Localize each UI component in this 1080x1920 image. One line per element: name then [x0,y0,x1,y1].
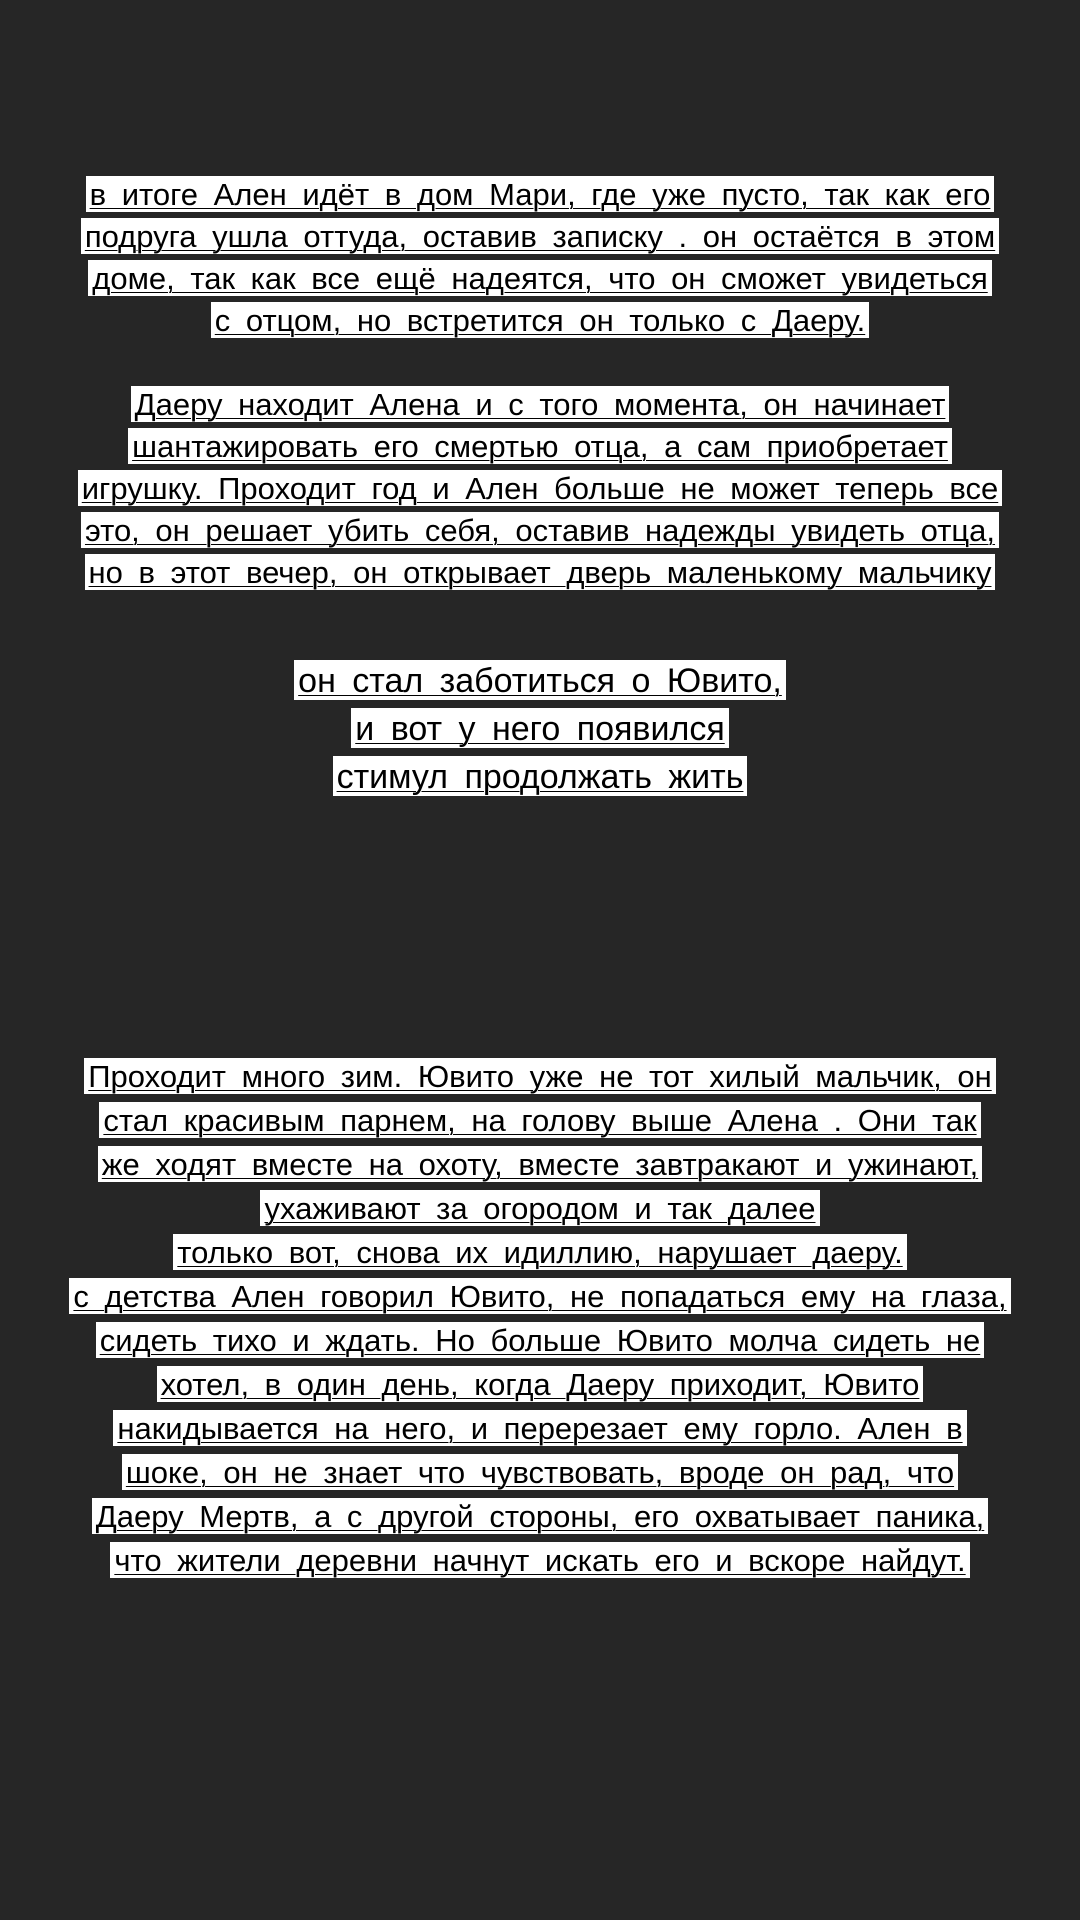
story-paragraph-4 [0,1058,1080,1586]
text-line: он стал заботиться о Ювито, [294,660,786,700]
text-line: и вот у него появился [351,708,728,748]
story-paragraph-2 [0,386,1080,596]
text-line: же ходят вместе на охоту, вместе завтракают и ужинают, [98,1146,982,1182]
text-line: шантажировать его смертью отца, а сам приобретает [128,428,952,464]
text-line: доме, так как все ещё надеятся, что он сможет увидеться [88,260,991,296]
text-line: подруга ушла оттуда, оставив записку . он остаётся в этом [81,218,999,254]
text-line: стал красивым парнем, на голову выше Алена . Они так [99,1102,980,1138]
text-line: но в этот вечер, он открывает дверь маленькому мальчику [85,554,996,590]
text-line: Даеру Мертв, а с другой стороны, его охватывает паника, [92,1498,989,1534]
text-line: с отцом, но встретится он только с Даеру. [211,302,869,338]
text-line: сидеть тихо и ждать. Но больше Ювито молча сидеть не [96,1322,985,1358]
text-line: игрушку. Проходит год и Ален больше не может теперь все [78,470,1003,506]
text-line: Даеру находит Алена и с того момента, он начинает [131,386,950,422]
text-line: только вот, снова их идиллию, нарушает даеру. [173,1234,906,1270]
text-line: с детства Ален говорил Ювито, не попадаться ему на глаза, [69,1278,1010,1314]
text-line: ухаживают за огородом и так далее [260,1190,819,1226]
text-line: накидывается на него, и перерезает ему горло. Ален в [113,1410,966,1446]
story-paragraph-3 [0,660,1080,804]
text-line: в итоге Ален идёт в дом Мари, где уже пусто, так как его [86,176,995,212]
text-line: шоке, он не знает что чувствовать, вроде он рад, что [122,1454,958,1490]
story-paragraph-1 [0,176,1080,344]
text-line: хотел, в один день, когда Даеру приходит, Ювито [157,1366,924,1402]
text-line: что жители деревни начнут искать его и вскоре найдут. [110,1542,969,1578]
text-line: Проходит много зим. Ювито уже не тот хилый мальчик, он [84,1058,995,1094]
text-line: стимул продолжать жить [333,756,748,796]
text-line: это, он решает убить себя, оставив надежды увидеть отца, [81,512,999,548]
